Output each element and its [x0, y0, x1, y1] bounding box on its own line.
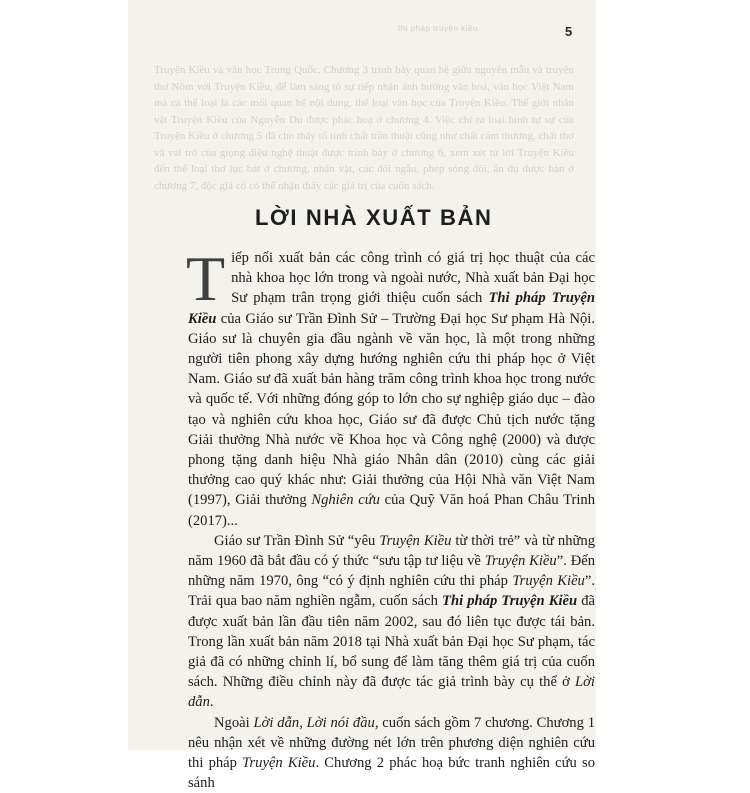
book-title-emphasis: Thi pháp Truyện Kiều	[188, 290, 595, 327]
p1-rest-a: của Giáo sư Trần Đình Sử – Trường Đại học Sư phạm Hà Nội. Giáo sư là chuyên gia đầu ngành về văn học, là một trong những người tiên phong xây dựng hướng nghiên cứu thi pháp học ở Việt Nam. Giáo sư đã xuất bản hàng trăm công trình khoa học trong nước và quốc tế. Với những đóng góp to lớn cho sự nghiệp giáo dục – đào tạo và nghiên cứu khoa học, Giáo sư đã được Chủ tịch nước tặng Giải thưởng Nhà nước về Khoa học và Công nghệ (2000) và được phong tặng danh hiệu Nhà giáo Nhân dân (2010) cùng các giải thưởng cao quý khác như: Giải thưởng của Hội Nhà văn Việt Nam (1997), Giải thưởng	[188, 310, 595, 509]
kieu-emphasis: Truyện Kiều	[512, 573, 585, 590]
kieu-emphasis: Truyện Kiều	[242, 755, 316, 772]
p2-e: đã được xuất bản lần đầu tiên năm 2002, sau đó liên tục được tái bản. Trong lần xuất bản năm 2018 tại Nhà xuất bản Đại học Sư phạm, tác giả đã có những chỉnh lí, bổ sung để làm tăng thêm giá trị của cuốn sách. Những điều chỉnh này đã được tác giả trình bày cụ thể ở	[188, 593, 595, 691]
p2-b: từ thời trẻ” và từ những năm 1960 đã bắt đầu có ý thức “sưu tập tư liệu về	[188, 532, 595, 570]
loi-dan-emphasis: Lời dẫn	[188, 674, 595, 711]
kieu-emphasis: Truyện Kiều	[379, 532, 452, 549]
award-emphasis: Nghiên cứu	[311, 492, 380, 509]
kieu-emphasis: Truyện Kiều	[484, 553, 557, 570]
p1-lead: iếp nối xuất bản các công trình có giá trị học thuật của các nhà khoa học lớn trong và ngoài nước, Nhà xuất bản Đại học Sư phạm trân trọng giới thiệu cuốn sách	[231, 250, 595, 307]
p2-a: Giáo sư Trần Đình Sử “yêu	[214, 532, 380, 549]
p2-c: ”. Đến những năm 1970, ông “có ý định nghiên cứu thi pháp	[188, 553, 596, 590]
p1-rest-b: của Quỹ Văn hoá Phan Châu Trinh (2017)...	[188, 492, 595, 529]
paragraph-3	[188, 713, 595, 793]
page-number: 5	[565, 24, 573, 39]
p3-a: Ngoài	[214, 714, 254, 731]
show-through-text: Truyện Kiều và văn học Trung Quốc. Chương 3 trình bày quan hệ giữa nguyên mẫu và truyện thơ Nôm với Truyện Kiều, để làm sáng tỏ sự tiếp nhận ảnh hưởng văn hoá, văn học Việt Nam mà cả thể loại là các mối quan hệ nội dung, thể loại văn học của Truyện Kiều. Thế giới nhân vật Truyện Kiều của Nguyễn Du được phác hoạ ở chương 4. Việc chỉ ra loại hình tự sự của Truyện Kiều ở chương 5 đã cho thấy tổ tính chất trần thuật cũng như chất cảm thương, chất thơ và vai trò của giọng điệu nghệ thuật được trình bày ở chương 6, xem xét từ lời Truyện Kiều đến thể loại thơ lục bát ở chương, nhân vật, các đối ngẫu, phép sóng đôi, ẩn dụ được bàn ở chương 7, độc giả có có thể nhận thấy các giá trị của cuốn sách.	[154, 64, 574, 192]
paragraph-1	[186, 243, 595, 531]
paragraph-2	[188, 531, 595, 713]
p3-b: , cuốn sách gồm 7 chương. Chương 1 nêu nhận xét về những đường nét lớn trên phương diện nghiên cứu thi pháp	[188, 714, 596, 772]
loi-dan-emphasis: Lời dẫn	[253, 714, 300, 731]
page-title: LỜI NHÀ XUẤT BẢN	[255, 205, 493, 230]
loi-noi-dau-emphasis: Lời nói đầu	[306, 714, 375, 731]
book-page	[128, 0, 596, 792]
running-head-show-through: thi pháp truyện kiều	[398, 24, 478, 33]
p3-c: . Chương 2 phác hoạ bức tranh nghiên cứu so sánh	[188, 755, 596, 792]
drop-cap: T	[186, 243, 226, 314]
p2-d: ”. Trải qua bao năm nghiền ngẫm, cuốn sách	[188, 573, 595, 610]
body-text	[186, 243, 596, 793]
p3-sep: ,	[299, 714, 307, 731]
p2-f: .	[209, 694, 214, 711]
book-title-emphasis: Thi pháp Truyện Kiều	[442, 593, 578, 610]
